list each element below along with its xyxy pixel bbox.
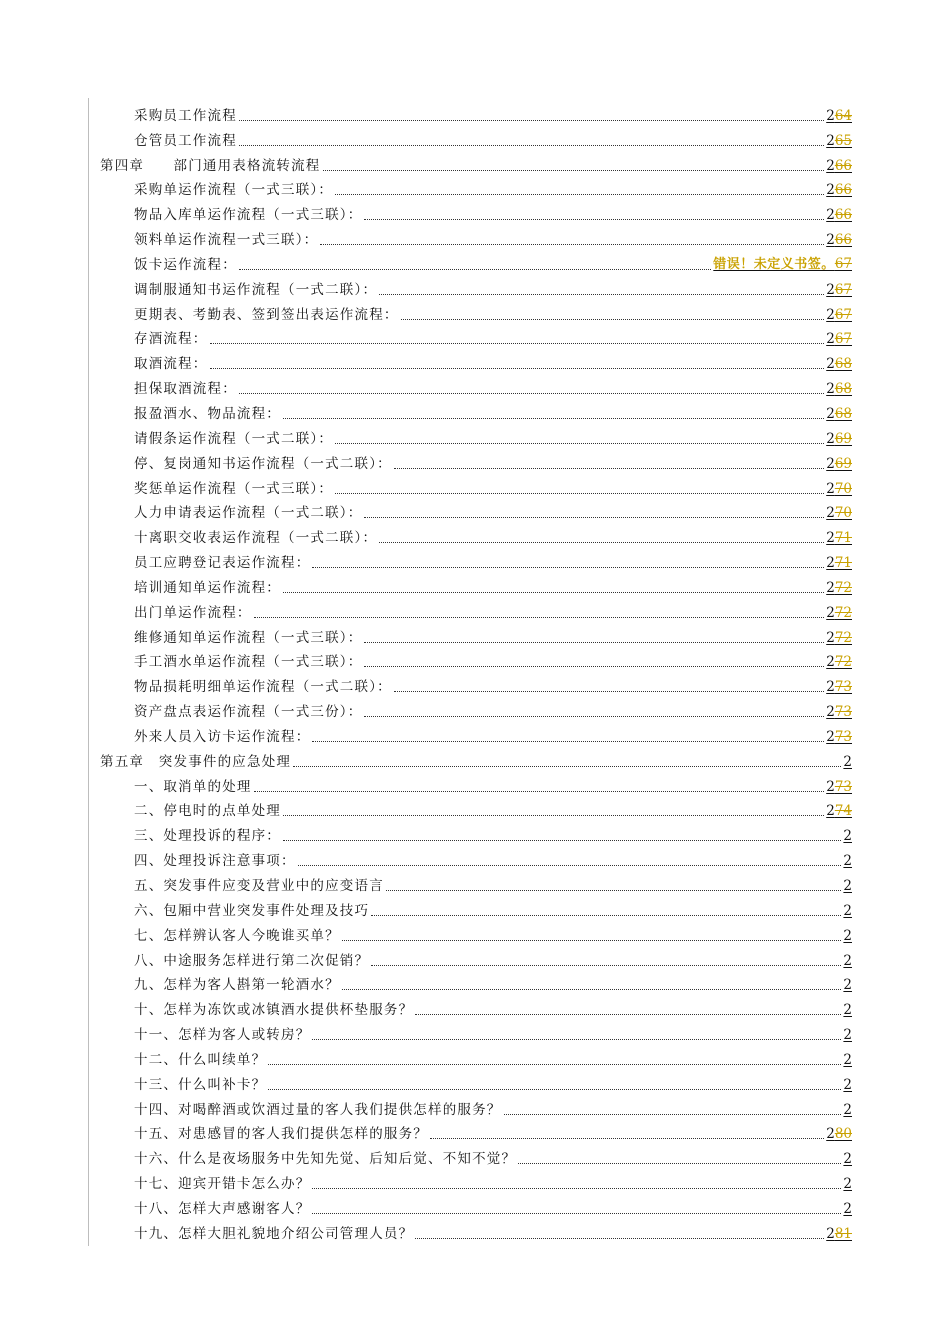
toc-page-number[interactable] [826,1125,852,1143]
toc-page-number[interactable] [826,480,852,498]
toc-entry[interactable] [100,920,852,945]
dot-leader [283,815,824,816]
toc-entry-label: 领料单运作流程一式三联）： [134,232,319,249]
dot-leader [283,592,824,593]
toc-entry[interactable] [100,224,852,249]
page-number-deleted: 68 [834,356,852,373]
dot-leader [210,368,825,369]
toc-entry[interactable] [100,324,852,349]
dot-leader [283,418,824,419]
toc-page-number[interactable] [826,355,852,373]
page-number-inserted: 2 [843,1027,852,1044]
toc-entry[interactable] [100,1218,852,1243]
page-number-inserted: 2 [826,629,835,646]
page-number-inserted: 2 [843,927,852,944]
toc-entry[interactable] [100,522,852,547]
toc-chapter-entry[interactable] [100,150,852,175]
page-number-deleted: 70 [834,505,852,522]
toc-page-number[interactable] [843,902,852,920]
dot-leader [371,965,841,966]
page-number-deleted: 72 [834,629,852,646]
toc-entry-label: 三、处理投诉的程序： [134,828,281,845]
toc-page-number[interactable] [843,1076,852,1094]
dot-leader [335,194,824,195]
toc-page-number[interactable] [826,629,852,647]
page-number-deleted: 66 [834,182,852,199]
toc-entry-label: 四、处理投诉注意事项： [134,853,296,870]
page-number-inserted: 2 [826,803,835,820]
toc-page-number[interactable] [843,827,852,845]
toc-entry[interactable] [100,1069,852,1094]
page-number-inserted: 2 [826,405,835,422]
toc-entry-label: 十五、对患感冒的客人我们提供怎样的服务？ [134,1126,428,1143]
toc-page-number[interactable] [843,1101,852,1119]
page-number-inserted: 2 [843,1076,852,1093]
toc-page-number[interactable] [826,330,852,348]
dot-leader [312,1039,841,1040]
toc-page-number[interactable] [826,728,852,746]
toc-entry[interactable] [100,622,852,647]
dot-leader [239,393,824,394]
page-number-deleted: 69 [834,430,852,447]
page-number-deleted: 67 [834,306,852,323]
page-number-inserted: 2 [826,728,835,745]
toc-entry[interactable] [100,547,852,572]
page-number-inserted: 2 [826,281,835,298]
dot-leader [379,294,824,295]
dot-leader [364,642,824,643]
dot-leader [364,666,824,667]
toc-entry[interactable] [100,895,852,920]
bookmark-error-text: 错误！未定义书签。 [713,256,835,272]
toc-entry[interactable] [100,1019,852,1044]
page-number-inserted: 2 [826,107,835,124]
page-number-inserted: 2 [826,232,835,249]
toc-entry-label: 担保取酒流程： [134,381,237,398]
dot-leader [415,1238,824,1239]
toc-entry-label: 十九、怎样大胆礼貌地介绍公司管理人员？ [134,1225,414,1242]
toc-entry-label: 仓管员工作流程 [134,132,237,149]
toc-entry-label: 培训通知单运作流程： [134,579,281,596]
toc-entry[interactable] [100,771,852,796]
dot-leader [293,766,841,767]
toc-entry[interactable] [100,1094,852,1119]
page-number-inserted: 2 [826,381,835,398]
dot-leader [312,1213,841,1214]
page-number-deleted: 72 [834,604,852,621]
dot-leader [254,617,825,618]
page-number-deleted: 66 [834,207,852,224]
dot-leader [364,219,824,220]
toc-entry-label: 十六、什么是夜场服务中先知先觉、后知后觉、不知不觉？ [134,1151,517,1168]
toc-page-number[interactable] [843,1026,852,1044]
toc-entry[interactable] [100,348,852,373]
toc-entry-label: 出门单运作流程： [134,604,252,621]
dot-leader [335,493,824,494]
toc-entry[interactable] [100,448,852,473]
dot-leader [210,343,825,344]
toc-entry[interactable] [100,100,852,125]
toc-page-number[interactable] [826,579,852,597]
page-number-deleted: 73 [834,679,852,696]
toc-entry-label: 员工应聘登记表运作流程： [134,555,311,572]
toc-entry[interactable] [100,373,852,398]
dot-leader [386,890,842,891]
page-number-inserted: 2 [843,1051,852,1068]
dot-leader [401,319,825,320]
toc-entry[interactable] [100,1193,852,1218]
toc-entry-label: 七、怎样辨认客人今晚谁买单？ [134,927,340,944]
toc-entry[interactable] [100,845,852,870]
toc-entry-label: 八、中途服务怎样进行第二次促销？ [134,952,370,969]
page-number-inserted: 2 [843,977,852,994]
page-number-inserted: 2 [843,1151,852,1168]
page-number-inserted: 2 [826,132,835,149]
toc-page-number[interactable] [826,405,852,423]
toc-entry[interactable] [100,1044,852,1069]
toc-entry-label: 奖惩单运作流程（一式三联）： [134,480,334,497]
dot-leader [268,1064,841,1065]
toc-entry[interactable] [100,498,852,523]
page-number-inserted: 2 [843,1002,852,1019]
dot-leader [364,517,824,518]
toc-entry[interactable] [100,721,852,746]
toc-page-number[interactable] [843,1175,852,1193]
page-number-inserted: 2 [843,952,852,969]
toc-page-number[interactable] [843,1200,852,1218]
toc-entry-label: 存酒流程： [134,331,208,348]
toc-entry[interactable] [100,671,852,696]
toc-entry[interactable] [100,994,852,1019]
page-number-inserted: 2 [843,853,852,870]
page-number-inserted: 2 [826,182,835,199]
toc-entry-label: 停、复岗通知书运作流程（一式二联）： [134,455,392,472]
page-number-inserted: 2 [826,778,835,795]
page-number-deleted: 67 [834,281,852,298]
toc-page-number[interactable] [826,604,852,622]
toc-page-number[interactable] [826,802,852,820]
dot-leader [312,567,824,568]
dot-leader [371,915,841,916]
page-number-inserted: 2 [843,1176,852,1193]
page-number-inserted: 2 [826,455,835,472]
toc-entry-label: 调制服通知书运作流程（一式二联）： [134,281,378,298]
dot-leader [379,542,824,543]
table-of-contents [100,100,852,1243]
toc-page-number[interactable] [843,1150,852,1168]
dot-leader [335,443,824,444]
page-number-inserted: 2 [826,430,835,447]
page-number-deleted: 68 [834,381,852,398]
toc-entry-label: 维修通知单运作流程（一式三联）： [134,629,363,646]
toc-page-number[interactable] [826,181,852,199]
page-number-inserted: 2 [843,1200,852,1217]
toc-page-number[interactable] [843,852,852,870]
toc-entry[interactable] [100,970,852,995]
page-number-deleted: 72 [834,579,852,596]
toc-entry-label: 取酒流程： [134,356,208,373]
page-number-deleted: 70 [834,480,852,497]
toc-page-number[interactable] [826,703,852,721]
dot-leader [364,716,824,717]
page-number-deleted: 67 [834,331,852,348]
toc-entry-label: 十八、怎样大声感谢客人？ [134,1200,311,1217]
toc-entry[interactable] [100,299,852,324]
toc-entry[interactable] [100,1143,852,1168]
dot-leader [312,1188,841,1189]
dot-leader [415,1014,841,1015]
toc-entry-label: 一、取消单的处理 [134,778,252,795]
page-number-inserted: 2 [843,753,852,770]
dot-leader [283,840,841,841]
page-number-inserted: 2 [826,157,835,174]
toc-entry[interactable] [100,398,852,423]
page-number-inserted: 2 [826,704,835,721]
toc-entry[interactable] [100,423,852,448]
toc-entry[interactable] [100,696,852,721]
toc-chapter-entry[interactable] [100,746,852,771]
dot-leader [394,691,824,692]
toc-entry[interactable] [100,1119,852,1144]
dot-leader [518,1163,841,1164]
toc-page-number[interactable] [826,430,852,448]
page-number-deleted: 66 [834,232,852,249]
dot-leader [239,120,824,121]
toc-page-number[interactable] [843,753,852,771]
toc-page-number[interactable] [843,1051,852,1069]
toc-page-number[interactable] [826,107,852,125]
dot-leader [254,791,825,792]
toc-entry-label: 人力申请表运作流程（一式二联）： [134,505,363,522]
toc-page-number[interactable] [826,504,852,522]
toc-page-number[interactable] [843,952,852,970]
margin-rule [88,98,89,1246]
page-number-deleted: 72 [834,654,852,671]
page-number-inserted: 2 [843,828,852,845]
toc-entry-label: 十四、对喝醉酒或饮酒过量的客人我们提供怎样的服务？ [134,1101,502,1118]
page-number-inserted: 2 [826,505,835,522]
toc-entry[interactable] [100,870,852,895]
dot-leader [394,468,824,469]
dot-leader [342,940,842,941]
toc-entry-label: 采购员工作流程 [134,107,237,124]
page-number-deleted: 80 [834,1126,852,1143]
dot-leader [342,989,842,990]
toc-entry[interactable] [100,572,852,597]
dot-leader [239,145,824,146]
toc-entry[interactable] [100,1168,852,1193]
toc-entry-label: 请假条运作流程（一式二联）： [134,430,334,447]
dot-leader [239,269,711,270]
toc-entry-label: 更期表、考勤表、签到签出表运作流程： [134,306,399,323]
toc-entry[interactable] [100,820,852,845]
toc-entry-label: 九、怎样为客人斟第一轮酒水？ [134,977,340,994]
toc-page-number[interactable] [826,380,852,398]
toc-page-number[interactable] [826,455,852,473]
dot-leader [268,1089,841,1090]
toc-page-number[interactable] [826,678,852,696]
toc-entry-label: 手工酒水单运作流程（一式三联）： [134,654,363,671]
toc-page-number[interactable] [713,255,852,274]
dot-leader [504,1114,842,1115]
page-number-deleted: 69 [834,455,852,472]
toc-page-number[interactable] [826,1225,852,1243]
dot-leader [430,1138,824,1139]
page-number-deleted: 67 [834,255,852,272]
toc-page-number[interactable] [826,554,852,572]
dot-leader [323,170,825,171]
page-number-inserted: 2 [826,530,835,547]
toc-entry-label: 资产盘点表运作流程（一式三份）： [134,704,363,721]
page-number-deleted: 81 [834,1225,852,1242]
page-number-deleted: 71 [834,530,852,547]
page-number-inserted: 2 [826,207,835,224]
page-number-inserted: 2 [826,679,835,696]
toc-page-number[interactable] [826,653,852,671]
toc-page-number[interactable] [826,231,852,249]
toc-entry-label: 第四章 部门通用表格流转流程 [100,157,321,174]
toc-entry-label: 外来人员入访卡运作流程： [134,728,311,745]
toc-entry-label: 十二、什么叫续单？ [134,1051,267,1068]
toc-page-number[interactable] [826,132,852,150]
toc-entry-label: 十七、迎宾开错卡怎么办？ [134,1176,311,1193]
page-number-inserted: 2 [826,579,835,596]
toc-page-number[interactable] [826,306,852,324]
toc-page-number[interactable] [843,877,852,895]
toc-entry[interactable] [100,597,852,622]
page-number-deleted: 74 [834,803,852,820]
toc-entry-label: 二、停电时的点单处理 [134,803,281,820]
toc-entry-label: 第五章 突发事件的应急处理 [100,753,292,770]
page-number-deleted: 66 [834,157,852,174]
dot-leader [298,865,842,866]
toc-entry-label: 六、包厢中营业突发事件处理及技巧 [134,902,370,919]
page-number-inserted: 2 [826,356,835,373]
toc-entry[interactable] [100,473,852,498]
page-number-inserted: 2 [826,604,835,621]
page-number-deleted: 73 [834,704,852,721]
page-number-inserted: 2 [826,1126,835,1143]
page-number-inserted: 2 [843,1101,852,1118]
toc-entry[interactable] [100,125,852,150]
toc-entry[interactable] [100,945,852,970]
toc-page-number[interactable] [826,778,852,796]
toc-entry-label: 报盈酒水、物品流程： [134,405,281,422]
page-number-deleted: 68 [834,405,852,422]
toc-page-number[interactable] [826,206,852,224]
page-number-inserted: 2 [843,902,852,919]
toc-entry-label: 十一、怎样为客人或转房？ [134,1027,311,1044]
toc-page-number[interactable] [826,157,852,175]
toc-entry[interactable] [100,249,852,274]
page-number-inserted: 2 [843,878,852,894]
toc-entry[interactable] [100,647,852,672]
toc-entry-label: 五、突发事件应变及营业中的应变语言 [134,878,384,894]
dot-leader [312,741,824,742]
toc-entry-label: 十离职交收表运作流程（一式二联）： [134,530,378,547]
toc-entry-label: 十、怎样为冻饮或冰镇酒水提供杯垫服务？ [134,1002,414,1019]
page-number-inserted: 2 [826,480,835,497]
page-number-deleted: 73 [834,778,852,795]
page-number-inserted: 2 [826,654,835,671]
toc-entry[interactable] [100,274,852,299]
page-number-deleted: 71 [834,555,852,572]
page-number-inserted: 2 [826,306,835,323]
toc-page-number[interactable] [843,927,852,945]
toc-entry-label: 物品入库单运作流程（一式三联）： [134,207,363,224]
toc-entry[interactable] [100,796,852,821]
toc-entry-label: 十三、什么叫补卡？ [134,1076,267,1093]
dot-leader [320,244,824,245]
page-number-inserted: 2 [826,555,835,572]
toc-entry-label: 饭卡运作流程： [134,256,237,273]
page-number-deleted: 64 [834,107,852,124]
toc-entry[interactable] [100,199,852,224]
page-number-inserted: 2 [826,331,835,348]
toc-page-number[interactable] [843,976,852,994]
toc-entry-label: 采购单运作流程（一式三联）： [134,182,334,199]
toc-page-number[interactable] [826,281,852,299]
page-number-deleted: 65 [834,132,852,149]
page-number-deleted: 73 [834,728,852,745]
page-number-inserted: 2 [826,1225,835,1242]
toc-page-number[interactable] [826,529,852,547]
toc-entry[interactable] [100,175,852,200]
toc-entry-label: 物品损耗明细单运作流程（一式二联）： [134,679,392,696]
toc-page-number[interactable] [843,1001,852,1019]
